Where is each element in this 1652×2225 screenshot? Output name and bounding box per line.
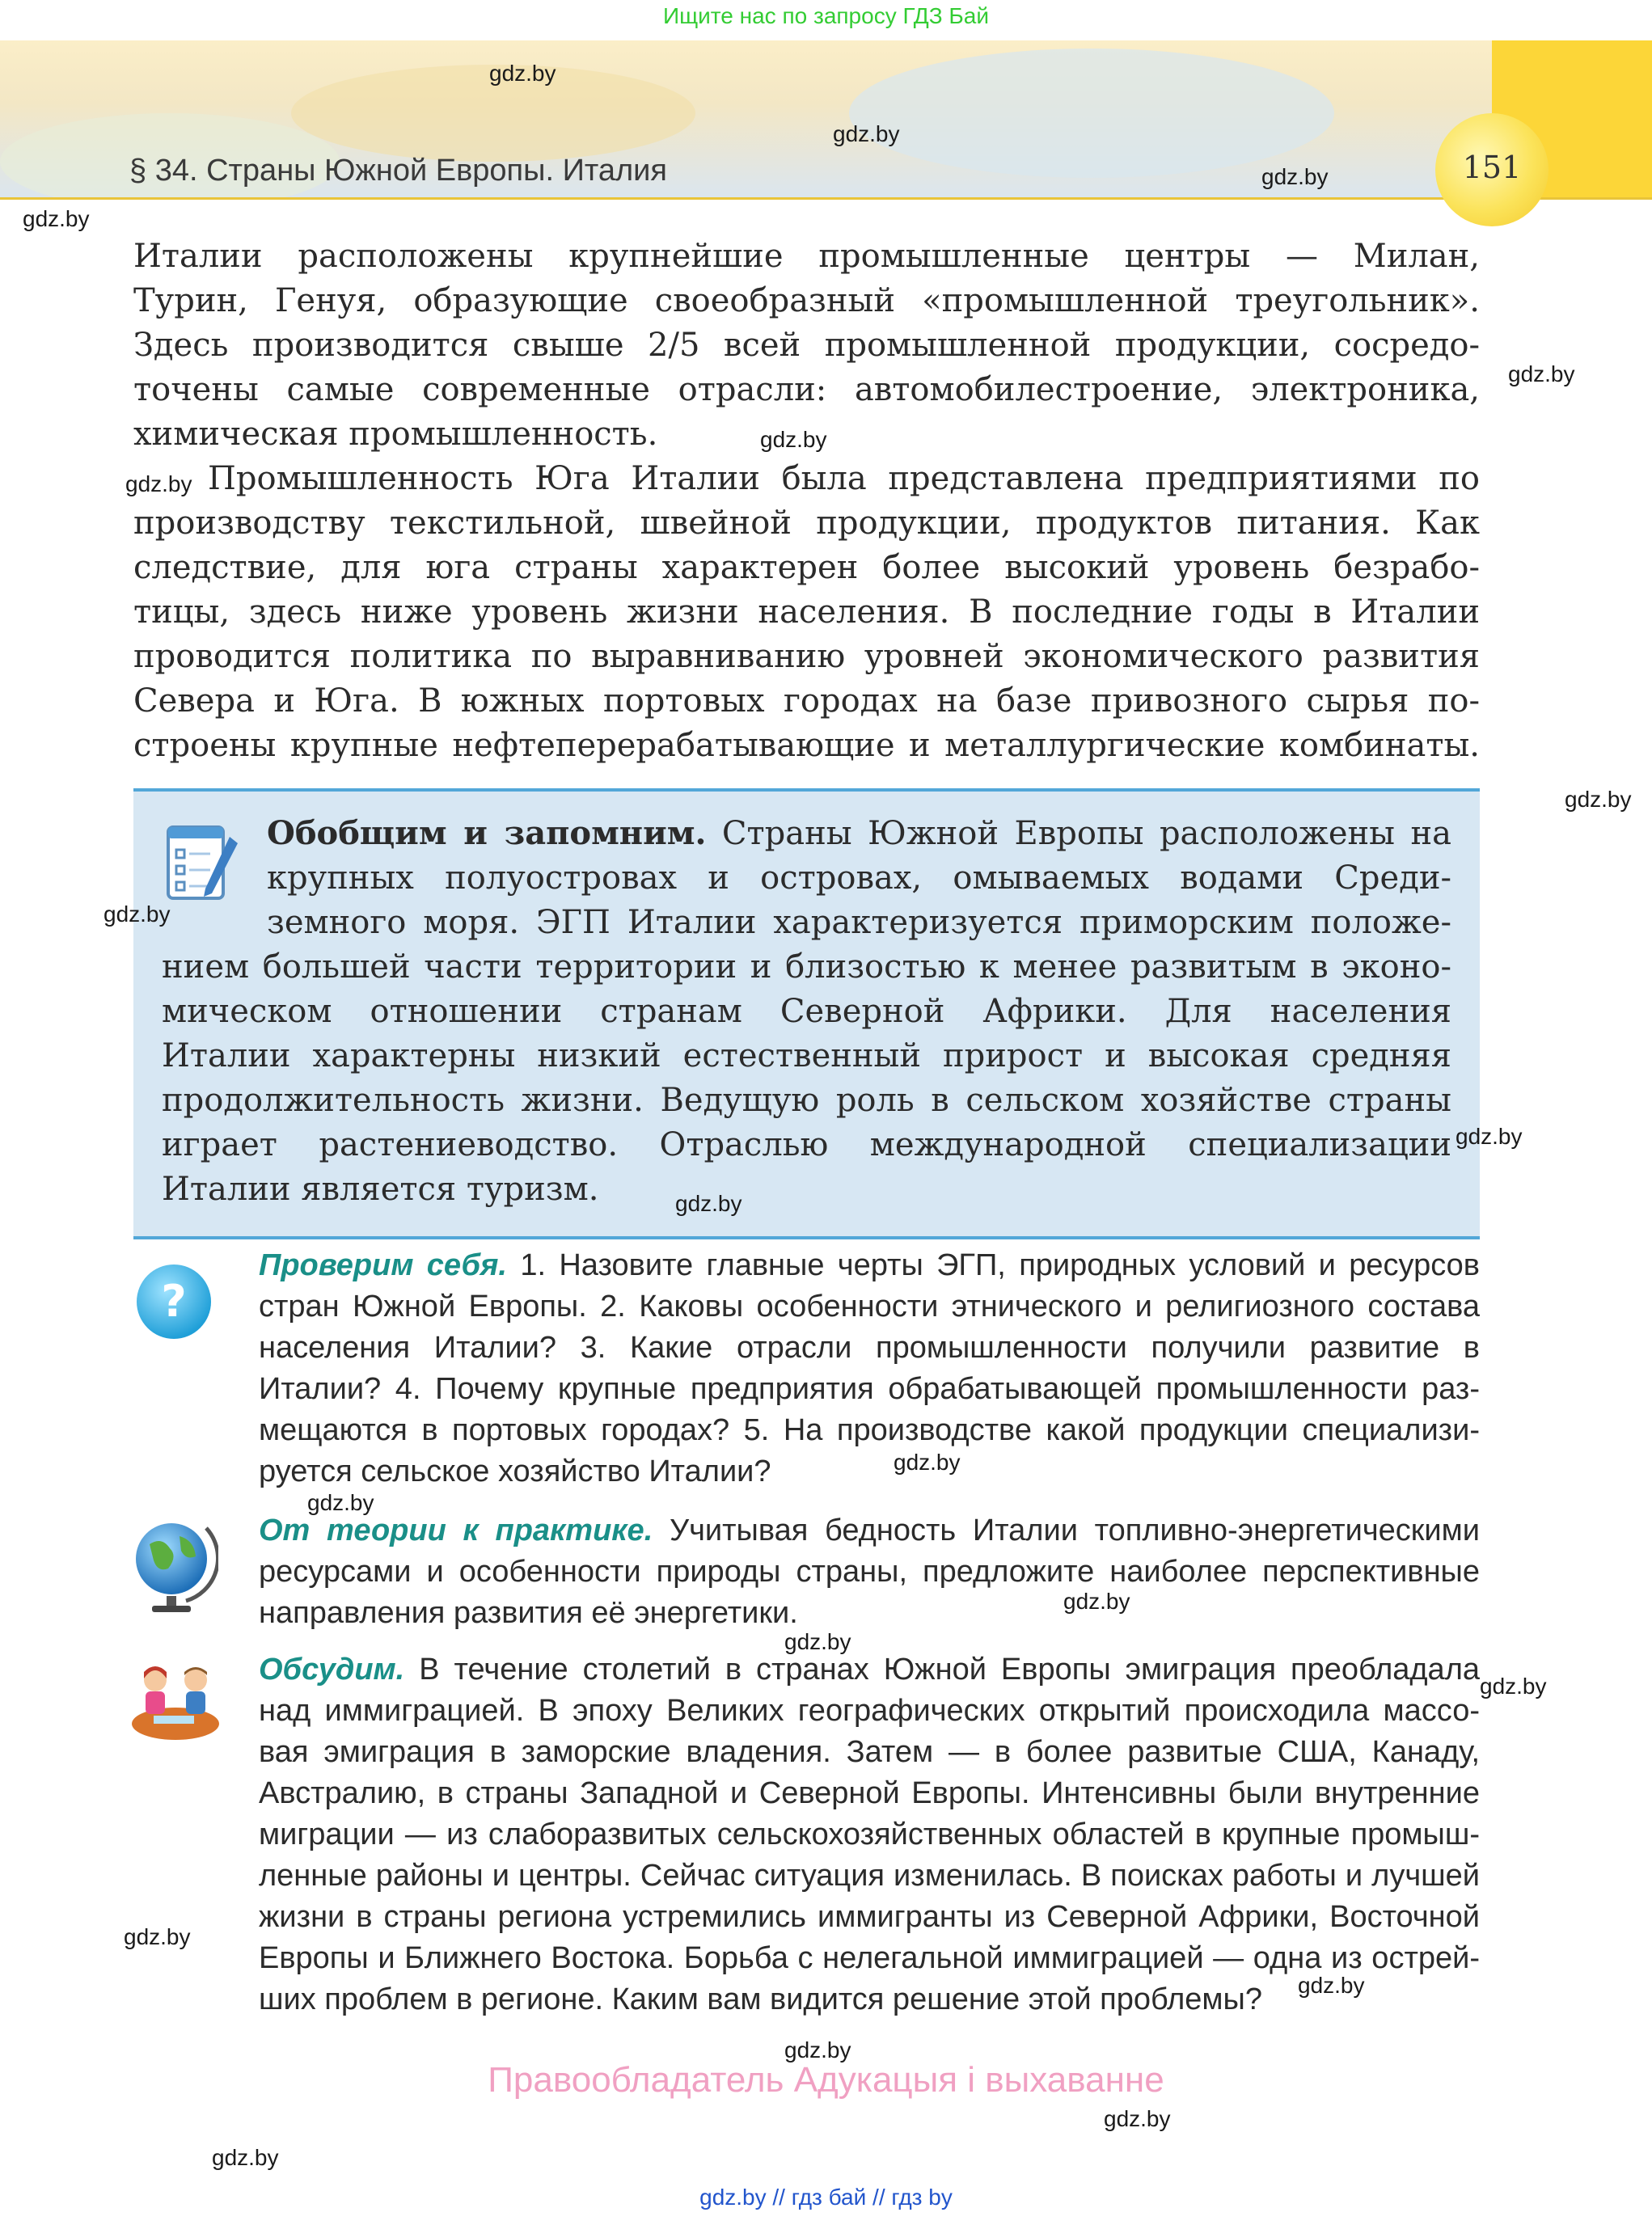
question-line: стран Южной Европы. 2. Каковы особенности этнического и религиозного состава: [259, 1290, 1480, 1324]
summary-line: играет растениеводство. Отраслью международной специализации: [162, 1126, 1451, 1163]
watermark: gdz.by: [1104, 2106, 1171, 2131]
text-line: Турин, Генуя, образующие своеобразный «промышленной треугольник».: [133, 282, 1480, 319]
text-line: Севера и Юга. В южных портовых городах на базе привозного сырья по-: [133, 682, 1480, 720]
check-lead: Проверим себя.: [259, 1248, 507, 1282]
summary-line: крупных полуостровах и островах, омываемых водами Среди-: [267, 859, 1451, 897]
watermark: gdz.by: [23, 206, 90, 231]
text-line: Здесь производится свыше 2/5 всей промышленной продукции, сосредо-: [133, 327, 1480, 364]
svg-text:?: ?: [161, 1276, 187, 1327]
practice-lead: От теории к практике.: [259, 1514, 653, 1547]
text-line: тицы, здесь ниже уровень жизни населения. В последние годы в Италии: [133, 593, 1480, 631]
watermark: gdz.by: [784, 1629, 851, 1654]
watermark: gdz.by: [104, 901, 171, 927]
watermark: gdz.by: [124, 1924, 191, 1949]
watermark: gdz.by: [1480, 1674, 1547, 1699]
watermark: gdz.by: [1298, 1973, 1365, 1998]
page-number: 151: [1462, 150, 1522, 185]
text-line: химическая промышленность.: [133, 416, 658, 453]
watermark: gdz.by: [1261, 164, 1329, 189]
top-notice: Ищите нас по запросу ГДЗ Бай: [662, 3, 990, 28]
globe-icon: [129, 1512, 218, 1617]
summary-line: Италии является туризм.: [162, 1171, 599, 1208]
watermark: gdz.by: [760, 427, 827, 452]
theory-practice-block: [259, 1510, 1480, 1634]
summary-line: Италии характерны низкий естественный прирост и высокая средняя: [162, 1037, 1451, 1075]
watermark: gdz.by: [1565, 787, 1632, 812]
paragraph-industry-south: [133, 457, 1480, 768]
discuss-line: ших проблем в регионе. Каким вам видится решение этой проблемы?: [259, 1982, 1262, 2016]
watermark: gdz.by: [1063, 1589, 1130, 1614]
summary-line: нием большей части территории и близостью к менее развитым в эконо-: [162, 948, 1451, 986]
check-yourself-block: [259, 1245, 1480, 1492]
watermark: gdz.by: [833, 121, 900, 146]
discuss-line: миграции — из слаборазвитых сельскохозяйственных областей в крупные промыш-: [259, 1818, 1480, 1851]
summary-line: продолжительность жизни. Ведущую роль в сельском хозяйстве страны: [162, 1082, 1451, 1119]
question-line: руется сельское хозяйство Италии?: [259, 1454, 771, 1488]
question-line: мещаются в портовых городах? 5. На производстве какой продукции специализи-: [259, 1413, 1480, 1447]
discuss-block: [259, 1649, 1480, 2020]
text-line: производству текстильной, швейной продукции, продуктов питания. Как: [133, 505, 1480, 542]
text-line: Италии расположены крупнейшие промышленные центры — Милан,: [133, 238, 1480, 275]
discuss-line: над иммиграцией. В эпоху Великих географических открытий происходила массо-: [259, 1694, 1480, 1728]
discuss-line: вая эмиграция в заморские владения. Затем — в более развитые США, Канаду,: [259, 1735, 1480, 1769]
discuss-line: жизни в страны региона устремились иммигранты из Северной Африки, Восточной: [259, 1900, 1480, 1934]
text-line: проводится политика по выравниванию уровней экономического развития: [133, 638, 1480, 675]
copyright-notice: Правообладатель Адукацыя і выхаванне: [488, 2060, 1164, 2100]
discuss-line: ленные районы и центры. Сейчас ситуация изменилась. В поисках работы и лучшей: [259, 1859, 1480, 1893]
discuss-line: Обсудим. В течение столетий в странах Южной Европы эмиграция преобладала: [259, 1653, 1480, 1687]
text-line: Промышленность Юга Италии была представлена предприятиями по: [208, 460, 1480, 497]
text-line: следствие, для юга страны характерен более высокий уровень безрабо-: [133, 549, 1480, 586]
practice-line: ресурсами и особенности природы страны, предложите наиболее перспективные: [259, 1555, 1480, 1589]
question-line: Италии? 4. Почему крупные предприятия обрабатывающей промышленности раз-: [259, 1372, 1480, 1406]
summary-line: мическом отношении странам Северной Африки. Для населения: [162, 993, 1451, 1030]
discuss-line: Австралию, в страны Западной и Северной Европы. Интенсивны были внутренние: [259, 1776, 1480, 1810]
watermark: gdz.by: [1456, 1124, 1523, 1149]
paragraph-industry-north: [133, 234, 1480, 457]
watermark: gdz.by: [894, 1450, 961, 1475]
summary-line: Обобщим и запомним. Страны Южной Европы расположены на: [267, 814, 1451, 852]
watermark: gdz.by: [675, 1191, 742, 1216]
watermark: gdz.by: [784, 2037, 851, 2062]
footer-links[interactable]: gdz.by // гдз бай // гдз by: [699, 2185, 953, 2210]
watermark: gdz.by: [489, 61, 556, 86]
question-line: населения Италии? 3. Какие отрасли промышленности получили развитие в: [259, 1331, 1480, 1365]
discussion-icon: [129, 1657, 222, 1742]
watermark: gdz.by: [1508, 361, 1575, 386]
text-line: точены самые современные отрасли: автомобилестроение, электроника,: [133, 371, 1480, 408]
summary-text: [162, 811, 1451, 1212]
summary-line: земного моря. ЭГП Италии характеризуется приморским положе-: [267, 904, 1451, 941]
question-icon: [133, 1261, 214, 1342]
watermark: gdz.by: [307, 1490, 374, 1515]
discuss-line: Европы и Ближнего Востока. Борьба с нелегальной иммиграцией — одна из острей-: [259, 1941, 1480, 1975]
practice-line: От теории к практике. Учитывая бедность Италии топливно-энергетическими: [259, 1514, 1480, 1547]
discuss-lead: Обсудим.: [259, 1653, 405, 1687]
watermark: gdz.by: [212, 2145, 279, 2170]
watermark: gdz.by: [125, 471, 192, 496]
header-divider: [0, 197, 1652, 200]
question-line: Проверим себя. 1. Назовите главные черты ЭГП, природных условий и ресурсов: [259, 1248, 1480, 1282]
practice-line: направления развития её энергетики.: [259, 1596, 798, 1630]
section-title: § 34. Страны Южной Европы. Италия: [129, 154, 667, 188]
text-line: строены крупные нефтеперерабатывающие и металлургические комбинаты.: [133, 727, 1480, 764]
summary-lead: Обобщим и запомним.: [267, 814, 707, 852]
